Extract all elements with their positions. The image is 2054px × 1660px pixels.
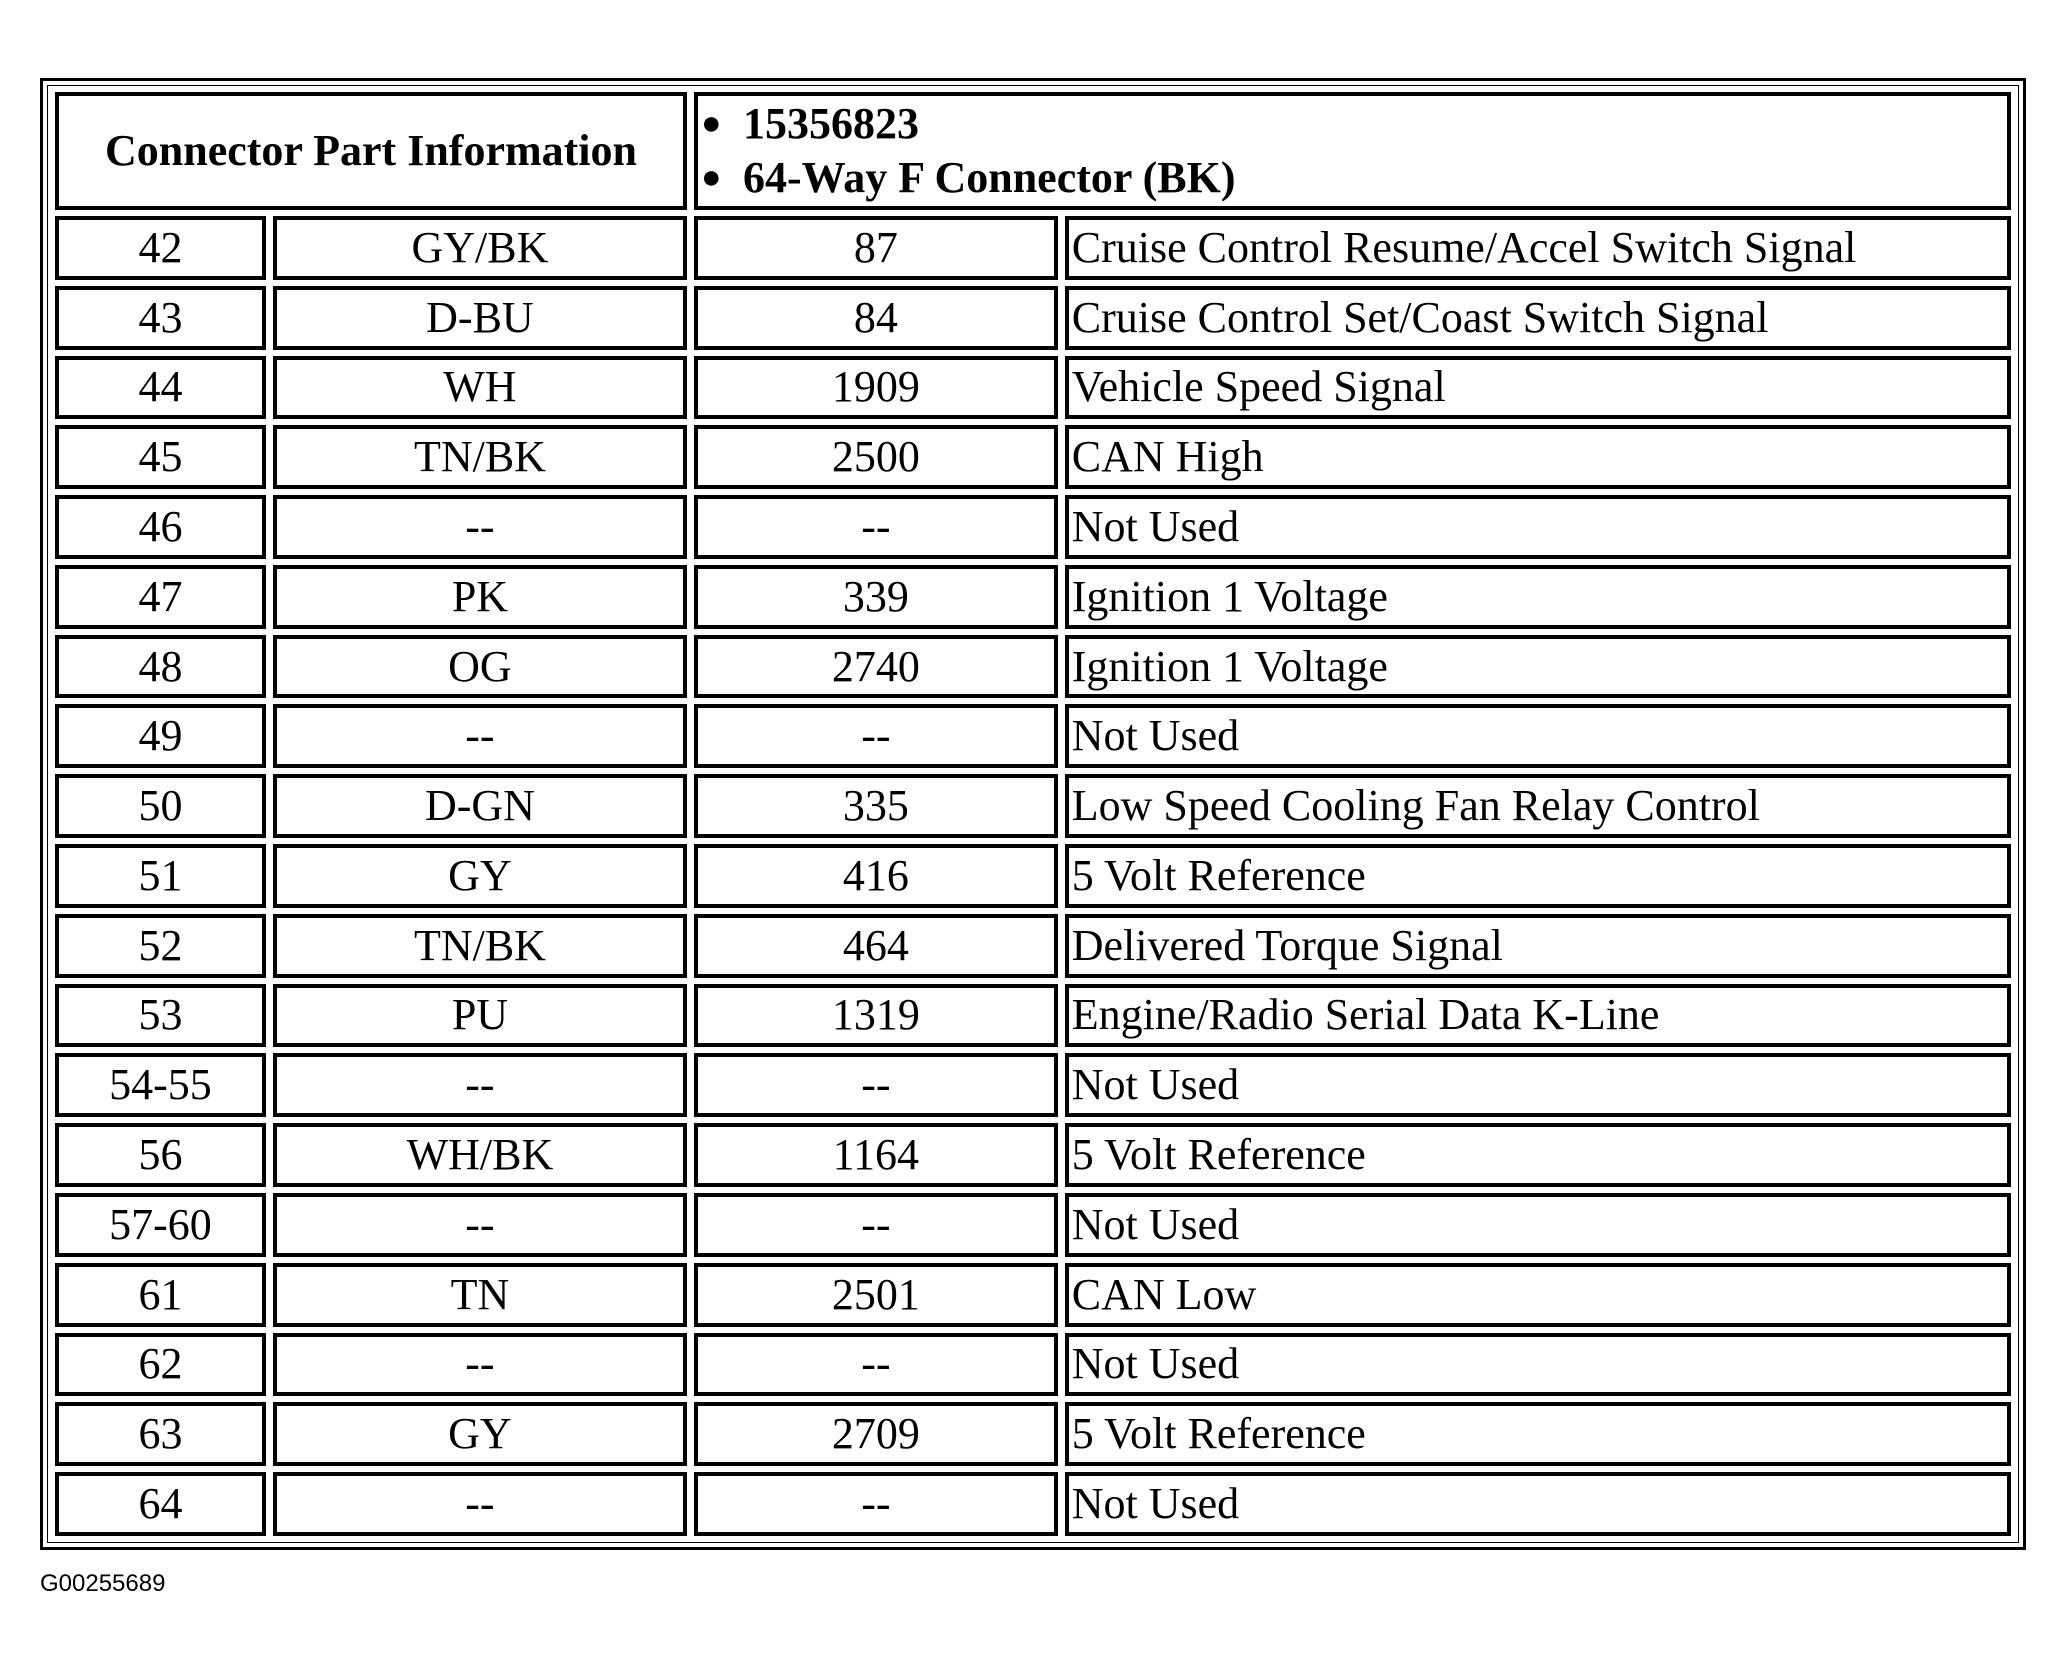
function-cell: Low Speed Cooling Fan Relay Control (1065, 774, 2011, 838)
pin-cell: 53 (55, 984, 266, 1048)
function-cell: Engine/Radio Serial Data K-Line (1065, 984, 2011, 1048)
pin-cell: 46 (55, 495, 266, 559)
wire-color-cell: D-GN (273, 774, 687, 838)
connector-part-info (694, 92, 2011, 210)
function-cell: 5 Volt Reference (1065, 1402, 2011, 1466)
circuit-number-cell: 2709 (694, 1402, 1058, 1466)
table-row (55, 704, 2011, 768)
connector-pinout-table (48, 86, 2018, 1542)
wire-color-cell: -- (273, 704, 687, 768)
circuit-number-cell: 339 (694, 565, 1058, 629)
connector-table-frame (40, 78, 2026, 1550)
function-cell: Not Used (1065, 704, 2011, 768)
pin-cell: 52 (55, 914, 266, 978)
part-number: 15356823 (742, 99, 919, 149)
pin-cell: 62 (55, 1333, 266, 1397)
wire-color-cell: WH (273, 356, 687, 420)
wire-color-cell: GY (273, 844, 687, 908)
table-row (55, 1123, 2011, 1187)
function-cell: Not Used (1065, 1472, 2011, 1536)
circuit-number-cell: 84 (694, 286, 1058, 350)
circuit-number-cell: 1319 (694, 984, 1058, 1048)
bullet-icon: ● (700, 159, 722, 197)
table-row (55, 844, 2011, 908)
function-cell: Delivered Torque Signal (1065, 914, 2011, 978)
pin-cell: 64 (55, 1472, 266, 1536)
figure-id: G00255689 (40, 1570, 166, 1597)
circuit-number-cell: -- (694, 495, 1058, 559)
circuit-number-cell: 1909 (694, 356, 1058, 420)
table-row (55, 774, 2011, 838)
circuit-number-cell: -- (694, 1472, 1058, 1536)
function-cell: 5 Volt Reference (1065, 1123, 2011, 1187)
function-cell: Ignition 1 Voltage (1065, 565, 2011, 629)
connector-part-information-label: Connector Part Information (55, 92, 687, 210)
wire-color-cell: GY (273, 1402, 687, 1466)
connector-description: 64-Way F Connector (BK) (742, 153, 1236, 202)
wire-color-cell: GY/BK (273, 216, 687, 280)
circuit-number-cell: 2501 (694, 1263, 1058, 1327)
function-cell: Ignition 1 Voltage (1065, 635, 2011, 699)
circuit-number-cell: 2740 (694, 635, 1058, 699)
pin-cell: 63 (55, 1402, 266, 1466)
circuit-number-cell: 1164 (694, 1123, 1058, 1187)
circuit-number-cell: -- (694, 1053, 1058, 1117)
wire-color-cell: WH/BK (273, 1123, 687, 1187)
function-cell: Cruise Control Resume/Accel Switch Signal (1065, 216, 2011, 280)
function-cell: 5 Volt Reference (1065, 844, 2011, 908)
table-row (55, 356, 2011, 420)
circuit-number-cell: -- (694, 704, 1058, 768)
pin-cell: 56 (55, 1123, 266, 1187)
pin-cell: 54-55 (55, 1053, 266, 1117)
pin-cell: 61 (55, 1263, 266, 1327)
circuit-number-cell: 87 (694, 216, 1058, 280)
table-row (55, 565, 2011, 629)
part-number-item (701, 97, 2004, 151)
function-cell: Not Used (1065, 1193, 2011, 1257)
pin-cell: 44 (55, 356, 266, 420)
wire-color-cell: -- (273, 1472, 687, 1536)
pin-cell: 42 (55, 216, 266, 280)
function-cell: CAN High (1065, 425, 2011, 489)
circuit-number-cell: 2500 (694, 425, 1058, 489)
table-row (55, 984, 2011, 1048)
table-row (55, 425, 2011, 489)
pin-cell: 43 (55, 286, 266, 350)
table-row (55, 914, 2011, 978)
bullet-icon: ● (700, 105, 722, 143)
table-row (55, 286, 2011, 350)
function-cell: CAN Low (1065, 1263, 2011, 1327)
table-row (55, 635, 2011, 699)
pin-cell: 48 (55, 635, 266, 699)
wire-color-cell: TN/BK (273, 914, 687, 978)
table-row (55, 216, 2011, 280)
circuit-number-cell: 464 (694, 914, 1058, 978)
wire-color-cell: D-BU (273, 286, 687, 350)
wire-color-cell: TN/BK (273, 425, 687, 489)
circuit-number-cell: 416 (694, 844, 1058, 908)
table-row (55, 1402, 2011, 1466)
pin-cell: 45 (55, 425, 266, 489)
function-cell: Cruise Control Set/Coast Switch Signal (1065, 286, 2011, 350)
wire-color-cell: -- (273, 495, 687, 559)
pin-cell: 49 (55, 704, 266, 768)
wire-color-cell: PU (273, 984, 687, 1048)
wire-color-cell: -- (273, 1053, 687, 1117)
table-header-row (55, 92, 2011, 210)
function-cell: Not Used (1065, 1333, 2011, 1397)
table-row (55, 1333, 2011, 1397)
table-row (55, 1472, 2011, 1536)
function-cell: Vehicle Speed Signal (1065, 356, 2011, 420)
table-row (55, 495, 2011, 559)
circuit-number-cell: -- (694, 1333, 1058, 1397)
wire-color-cell: OG (273, 635, 687, 699)
wire-color-cell: -- (273, 1193, 687, 1257)
circuit-number-cell: 335 (694, 774, 1058, 838)
connector-description-item (701, 151, 2004, 205)
table-row (55, 1263, 2011, 1327)
circuit-number-cell: -- (694, 1193, 1058, 1257)
wire-color-cell: -- (273, 1333, 687, 1397)
function-cell: Not Used (1065, 495, 2011, 559)
pin-cell: 51 (55, 844, 266, 908)
wire-color-cell: PK (273, 565, 687, 629)
table-row (55, 1193, 2011, 1257)
pin-cell: 50 (55, 774, 266, 838)
pin-cell: 57-60 (55, 1193, 266, 1257)
function-cell: Not Used (1065, 1053, 2011, 1117)
pin-cell: 47 (55, 565, 266, 629)
table-row (55, 1053, 2011, 1117)
wire-color-cell: TN (273, 1263, 687, 1327)
